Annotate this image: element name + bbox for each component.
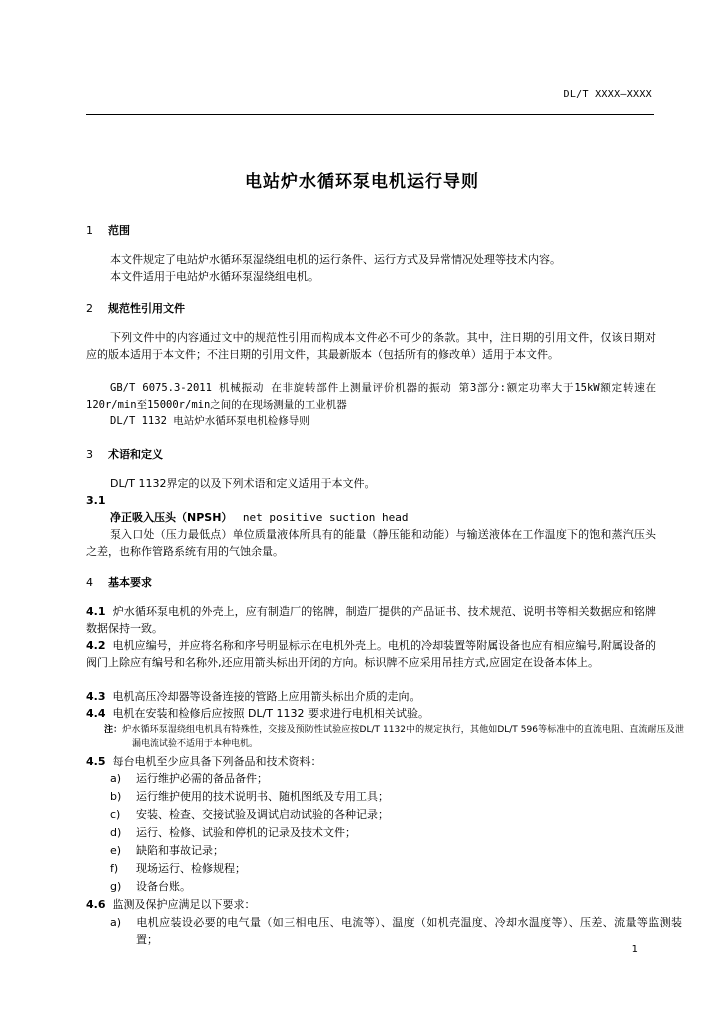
section-2-paragraph: 下列文件中的内容通过文中的规范性引用而构成本文件必不可少的条款。其中，注日期的引用文件，仅该日期对应的版本适用于本文件；不注日期的引用文件，其最新版本（包括所有的修改单）适用于本文件。 [86, 331, 656, 361]
reference-gbt-6075: GB/T 6075.3-2011 机械振动 在非旋转部件上测量评价机器的振动 第3部分:额定功率大于15kW额定转速在120r/min至15000r/min之间的在现场测量的工业机器 [86, 382, 656, 411]
clause-number: 4.3 [86, 690, 106, 703]
item-letter: e) [110, 844, 122, 857]
list-item [110, 878, 191, 895]
section-title: 术语和定义 [108, 448, 163, 461]
clause-number: 4.6 [86, 898, 106, 911]
item-text: 现场运行、检修规程； [136, 862, 246, 875]
list-item [110, 914, 682, 948]
list-item [110, 842, 224, 859]
item-letter: f) [110, 862, 119, 875]
section-1-paragraph-2: 本文件适用于电站炉水循环泵湿绕组电机。 [110, 270, 319, 283]
section-1-paragraph-1: 本文件规定了电站炉水循环泵湿绕组电机的运行条件、运行方式及异常情况处理等技术内容。 [110, 253, 561, 266]
list-item [110, 824, 356, 841]
clause-text: 电机应编号，并应将名称和序号明显标示在电机外壳上。电机的冷却装置等附属设备也应有相应编号,附属设备的阀门上除应有编号和名称外,还应用箭头标出开闭的方向。标识牌不应采用吊挂方式,应固定在设备本体上。 [86, 639, 657, 669]
list-item [110, 860, 246, 877]
term-number: 3.1 [86, 494, 106, 507]
clause-4-2 [86, 637, 656, 671]
note-label: 注： [104, 725, 123, 735]
clause-text: 监测及保护应满足以下要求： [112, 898, 256, 911]
note-text: 炉水循环泵湿绕组电机具有特殊性，交接及预防性试验应按DL/T 1132中的规定执行，其他如DL/T 596等标准中的直流电阻、直流耐压及泄漏电流试验不适用于本种电机。 [122, 725, 684, 749]
reference-dlt-1132: DL/T 1132 电站炉水循环泵电机检修导则 [110, 415, 310, 427]
clause-4-3 [86, 688, 656, 705]
clause-4-6 [86, 896, 656, 913]
section-3-heading [86, 446, 163, 462]
clause-text: 电机在安装和检修后应按照 DL/T 1132 要求进行电机相关试验。 [112, 707, 430, 720]
clause-4-4 [86, 705, 656, 722]
item-letter: c) [110, 808, 121, 821]
clause-note [104, 723, 684, 751]
document-title: 电站炉水循环泵电机运行导则 [245, 172, 479, 192]
section-2-heading [86, 300, 185, 316]
list-item [110, 806, 389, 823]
item-text: 电机应装设必要的电气量（如三相电压、电流等）、温度（如机壳温度、冷却水温度等）、压差、流量等监测装置； [136, 916, 682, 946]
section-number: 3 [86, 448, 93, 461]
clause-4-5 [86, 753, 656, 770]
clause-number: 4.1 [86, 605, 106, 618]
item-letter: g) [110, 880, 122, 893]
term-heading [86, 509, 656, 526]
item-text: 运行维护必需的备品备件； [136, 772, 268, 785]
item-text: 运行维护使用的技术说明书、随机图纸及专用工具； [136, 790, 389, 803]
item-letter: b) [110, 790, 122, 803]
clause-number: 4.5 [86, 755, 106, 768]
section-4-heading [86, 574, 152, 590]
header-rule [86, 114, 654, 115]
section-title: 范围 [108, 224, 130, 237]
clause-number: 4.2 [86, 639, 106, 652]
clause-number: 4.4 [86, 707, 106, 720]
item-text: 缺陷和事故记录； [136, 844, 224, 857]
section-1-heading [86, 222, 130, 238]
term-definition: 泵入口处（压力最低点）单位质量液体所具有的能量（静压能和动能）与输送液体在工作温度下的饱和蒸汽压头之差，也称作管路系统有用的气蚀余量。 [86, 528, 656, 558]
clause-text: 电机高压冷却器等设备连接的管路上应用箭头标出介质的走向。 [112, 690, 421, 703]
item-letter: a) [110, 772, 122, 785]
list-item [110, 770, 268, 787]
section-number: 2 [86, 302, 93, 315]
section-number: 1 [86, 224, 93, 237]
section-title: 基本要求 [108, 576, 152, 589]
term-english: net positive suction head [242, 511, 409, 524]
section-3-paragraph: DL/T 1132界定的以及下列术语和定义适用于本文件。 [110, 477, 376, 490]
item-letter: d) [110, 826, 122, 839]
standard-number: DL/T XXXX—XXXX [563, 89, 652, 100]
item-text: 设备台账。 [136, 880, 191, 893]
clause-text: 炉水循环泵电机的外壳上，应有制造厂的铭牌，制造厂提供的产品证书、技术规范、说明书等相关数据应和铭牌数据保持一致。 [86, 605, 657, 635]
list-item [110, 788, 389, 805]
item-letter: a) [110, 916, 122, 929]
clause-4-1 [86, 603, 656, 637]
page-number: 1 [631, 944, 638, 955]
section-title: 规范性引用文件 [108, 302, 185, 315]
term-name: 净正吸入压头（NPSH） [110, 511, 233, 524]
item-text: 安装、检查、交接试验及调试启动试验的各种记录； [136, 808, 389, 821]
section-number: 4 [86, 576, 93, 589]
item-text: 运行、检修、试验和停机的记录及技术文件； [136, 826, 356, 839]
clause-text: 每台电机至少应具备下列备品和技术资料： [112, 755, 322, 768]
